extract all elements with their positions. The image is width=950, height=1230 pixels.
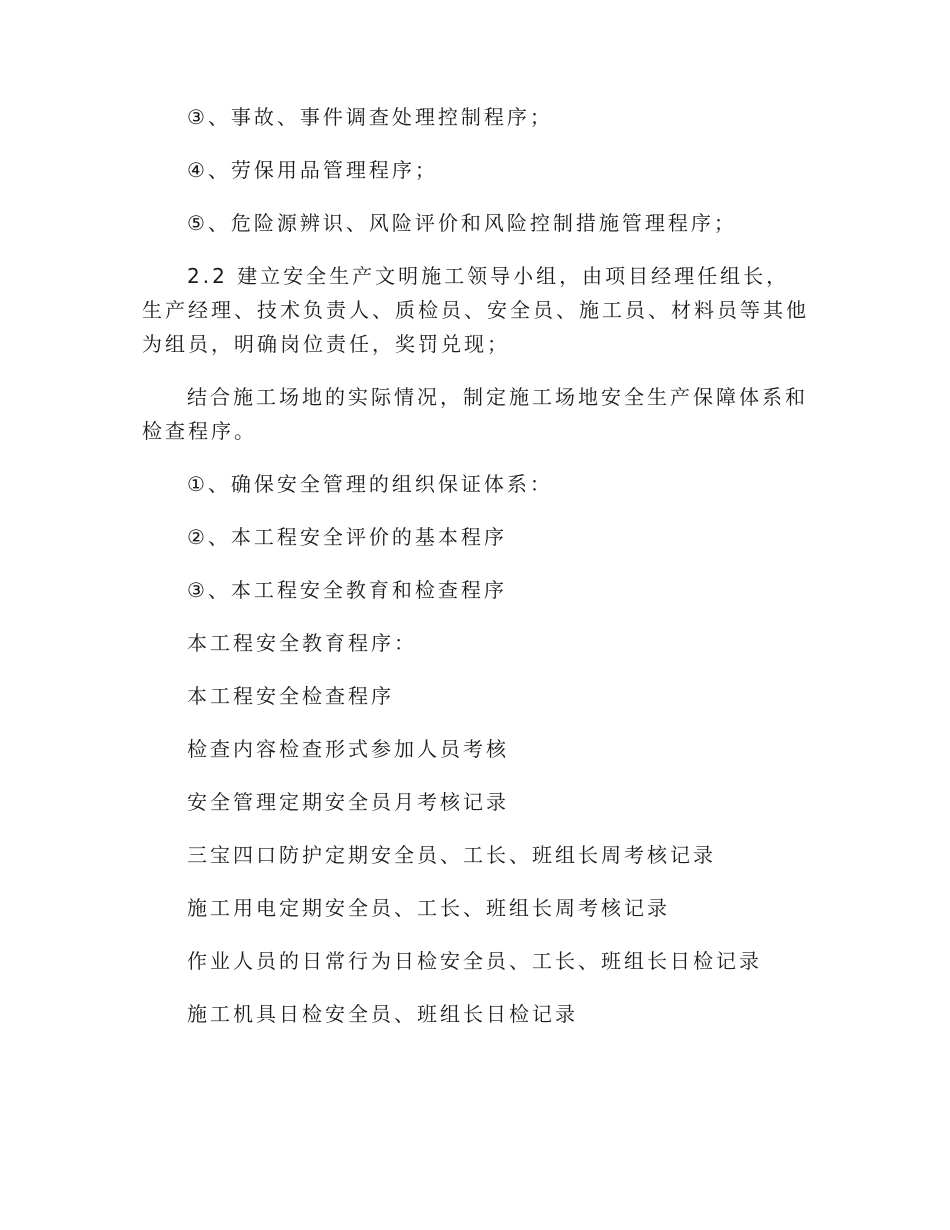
procedure-item-3-accident: ③、事故、事件调查处理控制程序； bbox=[187, 105, 553, 129]
procedure-item-5-hazard: ⑤、危险源辨识、风险评价和风险控制措施管理程序； bbox=[187, 211, 737, 235]
document-body bbox=[142, 100, 810, 1050]
inspection-columns-line: 检查内容检查形式参加人员考核 bbox=[187, 737, 509, 761]
procedure-item-4-ppe: ④、劳保用品管理程序； bbox=[187, 158, 438, 182]
inspection-row-electricity: 施工用电定期安全员、工长、班组长周考核记录 bbox=[187, 896, 670, 920]
safety-item-1: ①、确保安全管理的组织保证体系： bbox=[187, 472, 553, 496]
section-2-2-paragraph: 2.2 建立安全生产文明施工领导小组，由项目经理任组长，生产经理、技术负责人、质检员、安全员、施工员、材料员等其他为组员，明确岗位责任，奖罚兑现； bbox=[142, 264, 809, 356]
education-procedure-heading: 本工程安全教育程序： bbox=[187, 631, 417, 655]
safety-item-2: ②、本工程安全评价的基本程序 bbox=[187, 525, 507, 549]
inspection-row-behavior: 作业人员的日常行为日检安全员、工长、班组长日检记录 bbox=[187, 949, 762, 973]
site-safety-paragraph: 结合施工场地的实际情况，制定施工场地安全生产保障体系和检查程序。 bbox=[142, 385, 808, 443]
inspection-row-protection: 三宝四口防护定期安全员、工长、班组长周考核记录 bbox=[187, 843, 716, 867]
inspection-procedure-heading: 本工程安全检查程序 bbox=[187, 684, 394, 708]
inspection-row-management: 安全管理定期安全员月考核记录 bbox=[187, 790, 509, 814]
safety-item-3: ③、本工程安全教育和检查程序 bbox=[187, 578, 507, 602]
inspection-row-machinery: 施工机具日检安全员、班组长日检记录 bbox=[187, 1002, 578, 1026]
